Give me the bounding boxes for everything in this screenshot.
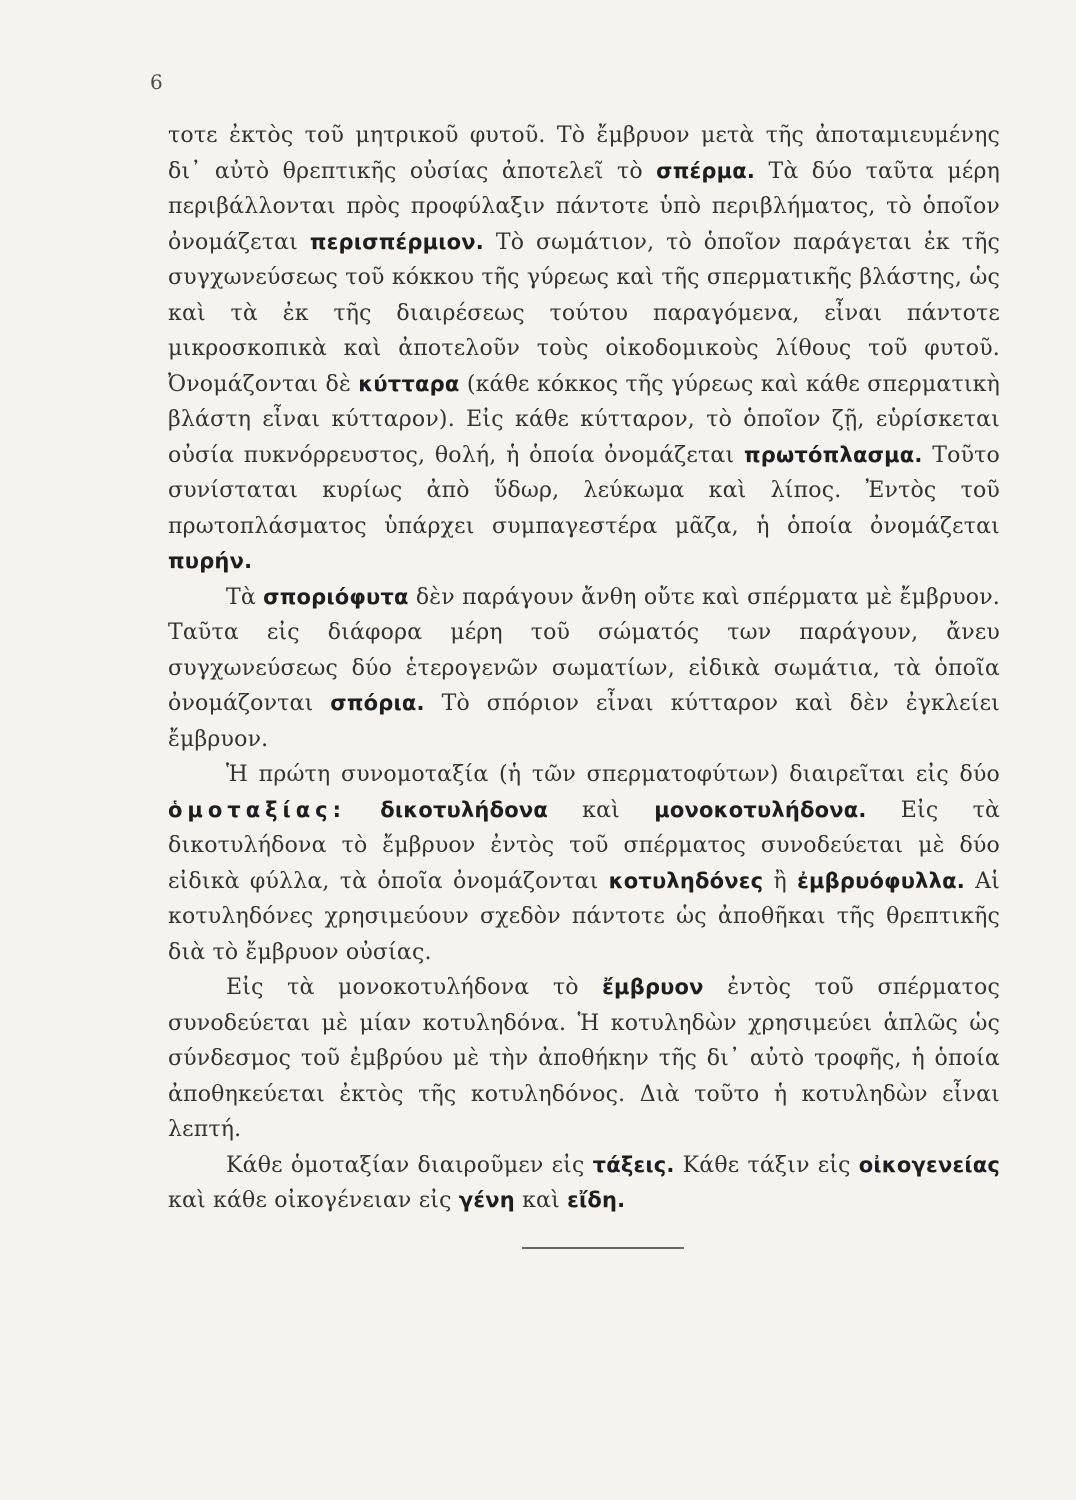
text-run: Ἡ πρώτη συνομοταξία (ἡ τῶν σπερματοφύτων) διαιρεῖται εἰς δύο — [226, 762, 1000, 787]
text-run: καὶ — [547, 797, 655, 823]
text-run: Αἱ κοτυληδόνες χρησιμεύουν σχεδὸν πάντοτε ὡς ἀποθῆκαι τῆς θρεπτικῆς διὰ τὸ ἔμβρυον οὐσίας. — [168, 868, 1000, 965]
text-run: Τὸ σωμάτιον, τὸ ὁποῖον παράγεται ἐκ τῆς συγχωνεύσεως τοῦ κόκκου τῆς γύρεως καὶ τῆς σπερματικῆς βλάστης, ὡς καὶ τὰ ἐκ τῆς διαιρέσεως τούτου παραγόμενα, εἶναι πάντοτε μικροσκοπικὰ καὶ ἀποτελοῦν τοὺς οἰκοδομικοὺς λίθους τοῦ φυτοῦ. Ὀνομάζονται δὲ — [168, 229, 1000, 397]
text-run: Εἰς τὰ δικοτυλήδονα τὸ ἔμβρυον ἐντὸς τοῦ σπέρματος συνοδεύεται μὲ δύο εἰδικὰ φύλλα, τὰ ὁποῖα ὀνομάζονται — [168, 797, 1001, 894]
term-sporia: σπόρια. — [330, 691, 425, 715]
term-emvryon: ἔμβρυον — [602, 975, 704, 999]
text-run: Εἰς τὰ μονοκοτυλήδονα τὸ — [226, 975, 603, 1000]
text-run: τοτε ἐκτὸς τοῦ μητρικοῦ φυτοῦ. Τὸ ἔμβρυον μετὰ τῆς ἀποταμιευμένης δι᾽ αὐτὸ θρεπτικῆς οὐσίας ἀποτελεῖ τὸ — [168, 123, 1000, 184]
term-kyttara: κύτταρα — [358, 371, 460, 396]
page-number: 6 — [150, 70, 163, 94]
term-omotaxias: ὁμοταξίας: — [168, 797, 346, 822]
paragraph-3 — [168, 757, 1000, 970]
paragraph-2 — [168, 580, 1000, 758]
term-sperma: σπέρμα. — [656, 158, 756, 183]
text-run: Τὰ δύο ταῦτα μέρη περιβάλλονται πρὸς προφύλαξιν πάντοτε ὑπὸ περιβλήματος, τὸ ὁποῖον ὀνομάζεται — [168, 158, 1000, 255]
text-run: δὲν παράγουν ἄνθη οὔτε καὶ σπέρματα μὲ ἔμβρυον. Ταῦτα εἰς διάφορα μέρη τοῦ σώματός των παράγουν, ἄνευ συγχωνεύσεως δύο ἑτερογενῶν σωματίων, εἰδικὰ σωμάτια, τὰ ὁποῖα ὀνομάζονται — [168, 584, 1000, 716]
text-run: καὶ — [514, 1188, 568, 1213]
text-run: Τὰ — [226, 584, 264, 610]
text-run: ἐντὸς τοῦ σπέρματος συνοδεύεται μὲ μίαν κοτυληδόνα. Ἡ κοτυληδὼν χρησιμεύει ἁπλῶς ὡς σύνδεσμος τοῦ ἐμβρύου μὲ τὴν ἀποθήκην τῆς δι᾽ αὐτὸ τροφῆς, ἡ ὁποία ἀποθηκεύεται ἐκτὸς τῆς κοτυληδόνος. Διὰ τοῦτο ἡ κοτυληδὼν εἶναι λεπτή. — [168, 975, 1000, 1142]
term-geni: γένη — [458, 1188, 515, 1212]
term-eidi: εἴδη. — [567, 1188, 626, 1212]
text-run: ἢ — [763, 868, 798, 894]
term-perispermion: περισπέρμιον. — [309, 229, 484, 254]
body-text — [168, 118, 1000, 1219]
text-run: (κάθε κόκκος τῆς γύρεως καὶ κάθε σπερματικὴ βλάστη εἶναι κύτταρον). Εἰς κάθε κύτταρον, τὸ ὁποῖον ζῇ, εὑρίσκεται οὐσία πυκνόρρευστος, θολή, ἡ ὁποία ὀνομάζεται — [168, 371, 1000, 468]
section-divider — [522, 1247, 684, 1249]
paragraph-1 — [168, 118, 1000, 580]
text-run: Κάθε ὁμοταξίαν διαιροῦμεν εἰς — [226, 1152, 593, 1178]
term-oikogeneias: οἰκογενείας — [858, 1152, 1000, 1177]
term-taxeis: τάξεις. — [592, 1152, 675, 1177]
term-pyrin: πυρήν. — [168, 549, 253, 573]
term-emvryofylla: ἐμβρυόφυλλα. — [797, 868, 965, 893]
text-run: Τὸ σπόριον εἶναι κύτταρον καὶ δὲν ἐγκλείει ἔμβρυον. — [168, 691, 1000, 752]
term-monokotylidona: μονοκοτυλήδονα. — [654, 797, 867, 822]
paragraph-5 — [168, 1148, 1000, 1219]
text-run: Τοῦτο συνίσταται κυρίως ἀπὸ ὕδωρ, λεύκωμα καὶ λίπος. Ἐντὸς τοῦ πρωτοπλάσματος ὑπάρχει συμπαγεστέρα μᾶζα, ἡ ὁποία ὀνομάζεται — [168, 442, 1000, 539]
term-dikotylidona: δικοτυλήδονα — [380, 797, 548, 822]
term-kotylidones: κοτυληδόνες — [608, 868, 764, 893]
paragraph-4 — [168, 970, 1000, 1148]
text-run: Κάθε τάξιν εἰς — [674, 1152, 859, 1178]
text-run: καὶ κάθε οἰκογένειαν εἰς — [168, 1188, 459, 1213]
term-sporiofyta: σποριόφυτα — [263, 584, 409, 609]
term-protoplasma: πρωτόπλασμα. — [743, 442, 923, 467]
